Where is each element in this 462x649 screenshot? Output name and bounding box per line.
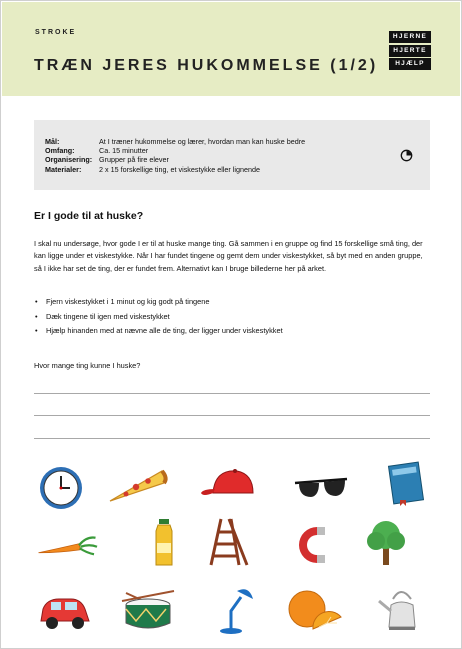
answer-line	[34, 415, 430, 416]
info-key: Materialer:	[45, 165, 82, 174]
logo-line: HJÆLP	[389, 58, 431, 70]
magnet-picture	[283, 521, 343, 571]
carrot-picture	[37, 521, 97, 571]
drum-picture	[118, 583, 178, 633]
question-text: Hvor mange ting kunne I huske?	[34, 361, 141, 370]
category-label: STROKE	[35, 29, 77, 36]
answer-line	[34, 393, 430, 394]
desk-lamp-picture	[201, 585, 261, 635]
info-value: 2 x 15 forskellige ting, et viskestykke eller lignende	[99, 165, 261, 174]
info-box	[34, 120, 430, 190]
logo-line: HJERTE	[389, 45, 431, 57]
info-row-materials	[45, 165, 260, 174]
info-key: Organisering:	[45, 155, 93, 164]
clock-icon	[400, 149, 413, 162]
list-item: • Dæk tingene til igen med viskestykket	[34, 311, 432, 326]
info-value: At I træner hukommelse og lærer, hvordan man kan huske bedre	[99, 137, 306, 146]
oil-bottle-picture	[134, 517, 194, 567]
wall-clock-picture	[31, 463, 91, 513]
logo-line: HJERNE	[389, 31, 431, 43]
book-picture	[376, 460, 436, 510]
orange-picture	[283, 583, 343, 633]
list-item: • Fjern viskestykket i 1 minut og kig godt på tingene	[34, 296, 432, 311]
info-row-scope	[45, 146, 148, 155]
info-key: Mål:	[45, 137, 60, 146]
hjernehjertehjaelp-logo	[389, 31, 431, 72]
info-row-goal	[45, 137, 305, 146]
info-key: Omfang:	[45, 146, 75, 155]
pizza-slice-picture	[106, 463, 166, 513]
instruction-list	[34, 296, 432, 340]
info-value: Ca. 15 minutter	[99, 146, 149, 155]
section-heading: Er I gode til at huske?	[34, 210, 144, 222]
tree-picture	[356, 517, 416, 567]
kettle-picture	[371, 585, 431, 635]
info-value: Grupper på fire elever	[99, 155, 169, 164]
answer-line	[34, 438, 430, 439]
red-cap-picture	[199, 463, 259, 513]
sunglasses-picture	[291, 463, 351, 513]
page-header	[2, 2, 460, 96]
info-row-organisation	[45, 155, 169, 164]
car-picture	[35, 587, 95, 637]
page-title: TRÆN JERES HUKOMMELSE (1/2)	[34, 57, 379, 74]
instructions-paragraph: I skal nu undersøge, hvor gode I er til at huske mange ting. Gå sammen i en gruppe og find 15 forskellige små ting, der kan ligge under et viskestykke. Når I har fundet tingene og gemt dem under viskestykket, så byt med en anden gruppe, så I ikke har set de ting, der er fundet frem. Alternativt kan I bruge billederne her på arket.	[34, 239, 423, 273]
stepladder-picture	[199, 517, 259, 567]
list-item: • Hjælp hinanden med at nævne alle de ting, der ligger under viskestykket	[34, 325, 432, 340]
